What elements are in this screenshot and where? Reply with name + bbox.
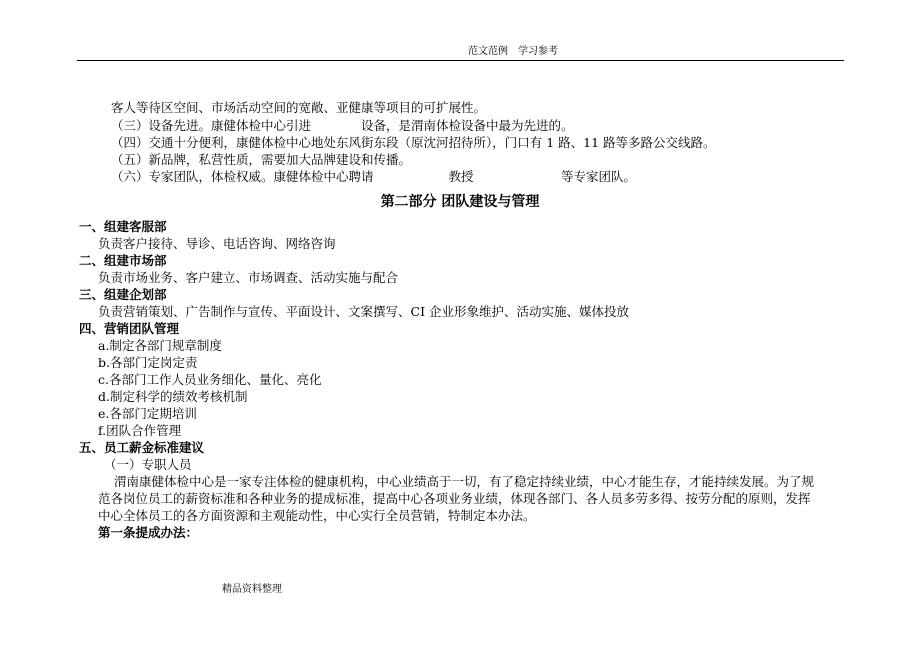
section-5-paragraph-line-3: 中心全体员工的各方面资源和主观能动性，中心实行全员营销，特制定本办法。 [98, 508, 536, 523]
section-2-body: 负责市场业务、客户建立、市场调查、活动实施与配合 [98, 270, 399, 285]
intro-item-6: （六）专家团队，体检权威。康健体检中心聘请 教授 等专家团队。 [111, 169, 637, 184]
part-title: 第二部分 团队建设与管理 [380, 194, 540, 210]
section-5-subheading: （一）专职人员 [104, 457, 192, 472]
intro-item-5: （五）新品牌，私营性质，需要加大品牌建设和传播。 [111, 152, 412, 167]
section-4-item-e: e.各部门定期培训 [98, 406, 197, 421]
section-5-paragraph-line-2: 范各岗位员工的薪资标准和各种业务的提成标准，提高中心各项业务业绩，体现各部门、各人员多劳多得、按劳分配的原则，发挥 [98, 491, 811, 506]
section-4-item-d: d.制定科学的绩效考核机制 [98, 389, 248, 404]
intro-item-3: （三）设备先进。康健体检中心引进 设备，是渭南体检设备中最为先进的。 [111, 118, 574, 133]
section-4-item-c: c.各部门工作人员业务细化、量化、亮化 [98, 372, 322, 387]
article-1-heading: 第一条提成办法： [98, 525, 199, 540]
intro-continuation: 客人等待区空间、市场活动空间的宽敞、亚健康等项目的可扩展性。 [111, 100, 487, 115]
section-5-heading: 五、员工薪金标准建议 [79, 440, 205, 455]
section-5-paragraph-line-1: 渭南康健体检中心是一家专注体检的健康机构，中心业绩高于一切，有了稳定持续业绩，中心才能生存，才能持续发展。为了规 [114, 474, 815, 489]
section-3-body: 负责营销策划、广告制作与宣传、平面设计、文案撰写、CI 企业形象维护、活动实施、媒体投放 [98, 304, 629, 319]
section-2-heading: 二、组建市场部 [79, 253, 167, 268]
section-1-body: 负责客户接待、导诊、电话咨询、网络咨询 [98, 236, 336, 251]
page-footer: 精品资料整理 [222, 584, 282, 595]
section-3-heading: 三、组建企划部 [79, 287, 167, 302]
section-4-item-f: f.团队合作管理 [98, 423, 182, 438]
section-4-item-b: b.各部门定岗定责 [98, 355, 198, 370]
section-4-item-a: a.制定各部门规章制度 [98, 338, 222, 353]
intro-item-4: （四）交通十分便利，康健体检中心地处东风街东段（原沈河招待所），门口有 1 路、11 路等多路公交线路。 [111, 135, 716, 150]
page-header: 范文范例 学习参考 [468, 46, 558, 57]
header-rule [77, 60, 844, 61]
section-4-heading: 四、营销团队管理 [79, 321, 180, 336]
section-1-heading: 一、组建客服部 [79, 219, 167, 234]
